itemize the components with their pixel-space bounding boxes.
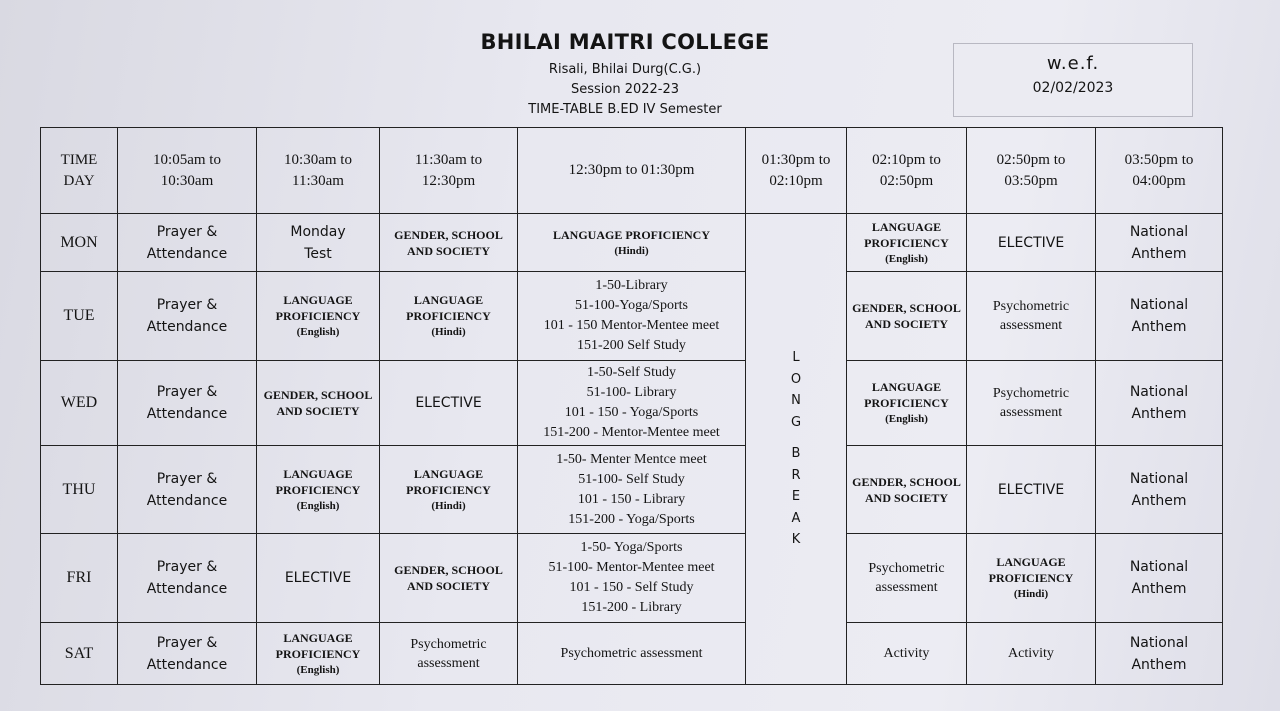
time-slot-line: 10:30am to xyxy=(284,151,352,168)
cell-line: Prayer & xyxy=(156,634,218,651)
long-break-letter: N xyxy=(791,393,801,409)
cell-line: Prayer & xyxy=(156,223,218,240)
corner-time: TIME xyxy=(60,151,98,168)
time-slot-header xyxy=(380,128,518,214)
time-slot-header xyxy=(1096,128,1223,214)
wef-label: w.e.f. xyxy=(1046,53,1100,74)
timetable-cell xyxy=(118,272,257,361)
cell-line: LANGUAGE xyxy=(413,293,484,307)
long-break-letter: B xyxy=(791,446,801,462)
timetable-cell xyxy=(518,361,746,446)
timetable-cell xyxy=(380,272,518,361)
cell-line: 151-200 - Mentor-Mentee meet xyxy=(543,425,720,440)
wef-date: 02/02/2023 xyxy=(1032,80,1114,96)
cell-line: AND SOCIETY xyxy=(276,404,360,418)
cell-line: PROFICIENCY xyxy=(275,646,361,661)
cell-line: assessment xyxy=(999,318,1063,333)
timetable-cell xyxy=(118,623,257,685)
college-address: Risali, Bhilai Durg(C.G.) xyxy=(548,62,702,77)
timetable-cell xyxy=(118,361,257,446)
time-slot-line: 02:10pm to xyxy=(872,151,941,168)
day-label: SAT xyxy=(41,623,118,685)
timetable xyxy=(40,127,1223,685)
timetable-cell xyxy=(1096,534,1223,623)
cell-line: 51-100- Self Study xyxy=(578,471,685,487)
timetable-cell xyxy=(967,446,1096,534)
cell-line: PROFICIENCY xyxy=(406,309,491,323)
cell-line: Anthem xyxy=(1131,245,1187,262)
timetable-cell xyxy=(518,272,746,361)
cell-line: ELECTIVE xyxy=(997,481,1065,498)
cell-line: LANGUAGE PROFICIENCY xyxy=(552,227,710,242)
time-slot-header xyxy=(746,128,847,214)
cell-line: assessment xyxy=(417,655,480,671)
day-row xyxy=(41,361,1223,446)
timetable-cell xyxy=(518,534,746,623)
timetable-cell xyxy=(257,534,380,623)
cell-line: Anthem xyxy=(1131,656,1187,673)
cell-line: AND SOCIETY xyxy=(864,490,948,505)
cell-note: (Hindi) xyxy=(431,326,466,338)
timetable-cell xyxy=(847,361,967,446)
time-slot-line: 11:30am to xyxy=(414,151,483,168)
college-name: BHILAI MAITRI COLLEGE xyxy=(480,30,770,54)
cell-line: LANGUAGE xyxy=(283,293,353,307)
cell-line: LANGUAGE xyxy=(283,630,353,645)
cell-line: Prayer & xyxy=(156,559,218,575)
cell-line: PROFICIENCY xyxy=(275,482,361,497)
timetable-cell xyxy=(518,214,746,272)
cell-line: LANGUAGE xyxy=(413,466,484,481)
cell-line: Activity xyxy=(883,646,930,661)
cell-line: GENDER, SCHOOL xyxy=(394,227,503,242)
time-slot-line: 04:00pm xyxy=(1132,172,1186,189)
time-day-corner xyxy=(41,128,118,214)
cell-line: ELECTIVE xyxy=(415,395,482,411)
timetable-cell xyxy=(257,361,380,446)
cell-line: ELECTIVE xyxy=(284,570,352,586)
timetable-cell xyxy=(1096,214,1223,272)
cell-note: (Hindi) xyxy=(614,244,649,257)
timetable-cell xyxy=(967,272,1096,361)
day-row xyxy=(41,446,1223,534)
cell-line: 51-100- Mentor-Mentee meet xyxy=(548,560,715,575)
time-slot-header xyxy=(967,128,1096,214)
timetable-cell xyxy=(1096,361,1223,446)
cell-line: 51-100-Yoga/Sports xyxy=(575,298,688,313)
cell-line: Attendance xyxy=(146,245,228,262)
cell-line: Psychometric xyxy=(410,636,487,652)
time-slot-line: 01:30pm to xyxy=(761,151,831,168)
cell-line: Anthem xyxy=(1131,406,1187,422)
timetable-cell xyxy=(380,446,518,534)
cell-line: National xyxy=(1129,297,1189,313)
day-label: FRI xyxy=(41,534,118,623)
cell-line: National xyxy=(1129,470,1189,487)
time-slot-header xyxy=(518,128,746,214)
cell-line: Anthem xyxy=(1131,581,1187,597)
cell-line: 101 - 150 - Self Study xyxy=(569,580,694,595)
cell-line: Activity xyxy=(1008,646,1054,661)
timetable-cell xyxy=(257,446,380,534)
cell-line: 151-200 - Yoga/Sports xyxy=(568,511,695,527)
cell-note: (English) xyxy=(296,326,340,338)
timetable-cell xyxy=(967,623,1096,685)
time-slot-line: 02:50pm to xyxy=(996,151,1066,168)
cell-line: Attendance xyxy=(146,656,228,673)
timetable-cell xyxy=(118,214,257,272)
timetable-cell xyxy=(257,214,380,272)
cell-line: Psychometric xyxy=(992,386,1070,401)
timetable-cell xyxy=(1096,446,1223,534)
cell-line: Monday xyxy=(290,223,346,240)
cell-note: (English) xyxy=(296,499,340,512)
day-label: MON xyxy=(41,214,118,272)
corner-day: DAY xyxy=(63,172,95,189)
cell-line: 151-200 Self Study xyxy=(577,338,686,353)
day-row xyxy=(41,534,1223,623)
cell-line: Prayer & xyxy=(156,470,218,487)
cell-line: PROFICIENCY xyxy=(275,309,361,323)
timetable-cell xyxy=(380,534,518,623)
long-break-letter: R xyxy=(791,467,801,483)
cell-line: National xyxy=(1129,384,1189,400)
cell-line: assessment xyxy=(999,405,1063,420)
cell-line: assessment xyxy=(875,580,938,595)
cell-line: 101 - 150 Mentor-Mentee meet xyxy=(543,318,720,333)
timetable-cell xyxy=(967,214,1096,272)
time-slot-line: 12:30pm xyxy=(421,172,476,189)
cell-line: 1-50-Library xyxy=(595,278,668,293)
time-slot-line: 10:30am xyxy=(160,172,214,189)
timetable-cell xyxy=(967,534,1096,623)
long-break-letter: K xyxy=(791,532,801,548)
cell-line: 151-200 - Library xyxy=(581,600,682,615)
timetable-cell xyxy=(518,446,746,534)
timetable-cell xyxy=(257,272,380,361)
cell-line: Attendance xyxy=(146,581,228,597)
time-slot-header xyxy=(847,128,967,214)
timetable-cell xyxy=(380,361,518,446)
day-row xyxy=(41,623,1223,685)
day-label: THU xyxy=(41,446,118,534)
cell-line: Psychometric xyxy=(868,561,945,576)
time-slot-header xyxy=(118,128,257,214)
timetable-cell xyxy=(1096,272,1223,361)
cell-line: LANGUAGE xyxy=(871,219,942,234)
timetable-cell xyxy=(847,534,967,623)
cell-note: (Hindi) xyxy=(1013,588,1049,600)
cell-note: (English) xyxy=(885,413,928,425)
wef-box xyxy=(953,43,1193,117)
header-row xyxy=(41,128,1223,214)
time-slot-line: 11:30am xyxy=(292,172,344,189)
timetable-cell xyxy=(118,534,257,623)
time-slot-line: 10:05am to xyxy=(153,151,221,168)
cell-line: 101 - 150 - Yoga/Sports xyxy=(564,405,699,420)
cell-line: Attendance xyxy=(146,319,228,335)
cell-line: PROFICIENCY xyxy=(406,482,491,497)
cell-line: Attendance xyxy=(146,492,228,509)
cell-line: National xyxy=(1129,223,1189,240)
cell-line: AND SOCIETY xyxy=(406,243,490,258)
timetable-cell xyxy=(1096,623,1223,685)
cell-line: GENDER, SCHOOL xyxy=(263,388,373,402)
timetable-cell xyxy=(847,272,967,361)
cell-line: 101 - 150 - Library xyxy=(577,491,686,507)
cell-line: LANGUAGE xyxy=(871,380,942,394)
cell-note: (English) xyxy=(885,252,928,265)
cell-line: Prayer & xyxy=(156,384,218,400)
time-slot-line: 03:50pm to xyxy=(1124,151,1194,168)
timetable-cell xyxy=(967,361,1096,446)
timetable-cell xyxy=(847,214,967,272)
cell-line: 1-50-Self Study xyxy=(586,365,677,380)
long-break-cell xyxy=(746,214,847,685)
timetable-cell xyxy=(847,623,967,685)
timetable-cell xyxy=(380,623,518,685)
long-break-letter: G xyxy=(790,414,802,430)
long-break-letter: L xyxy=(792,350,800,366)
session-label: Session 2022-23 xyxy=(570,82,680,97)
long-break-letter: A xyxy=(791,510,801,526)
cell-line: 1-50- Menter Mentce meet xyxy=(556,451,707,467)
cell-line: Anthem xyxy=(1131,492,1187,509)
cell-line: 1-50- Yoga/Sports xyxy=(580,540,683,555)
cell-line: Psychometric assessment xyxy=(560,646,703,661)
cell-line: LANGUAGE xyxy=(283,466,353,481)
cell-line: National xyxy=(1129,559,1189,575)
cell-line: AND SOCIETY xyxy=(864,317,948,331)
cell-line: Attendance xyxy=(146,406,228,422)
cell-line: AND SOCIETY xyxy=(406,579,490,593)
cell-line: ELECTIVE xyxy=(997,234,1065,251)
day-row xyxy=(41,272,1223,361)
time-slot-header xyxy=(257,128,380,214)
time-slot-line: 02:10pm xyxy=(769,172,823,189)
cell-line: GENDER, SCHOOL xyxy=(852,474,961,489)
timetable-cell xyxy=(380,214,518,272)
document-header xyxy=(380,30,870,120)
cell-note: (English) xyxy=(296,663,340,676)
long-break-letter xyxy=(748,433,844,443)
timetable-cell xyxy=(518,623,746,685)
cell-line: Anthem xyxy=(1131,319,1187,335)
time-slot-line: 02:50pm xyxy=(879,172,934,189)
timetable-title: TIME-TABLE B.ED IV Semester xyxy=(528,102,722,117)
cell-line: 51-100- Library xyxy=(586,385,677,400)
time-slot-line: 03:50pm xyxy=(1004,172,1058,189)
cell-line: Prayer & xyxy=(156,297,218,313)
cell-line: PROFICIENCY xyxy=(864,396,949,410)
timetable-cell xyxy=(847,446,967,534)
cell-line: Psychometric xyxy=(992,299,1070,314)
cell-line: National xyxy=(1129,634,1189,651)
long-break-letter: E xyxy=(791,489,801,505)
timetable-cell xyxy=(118,446,257,534)
time-slot-line: 12:30pm to 01:30pm xyxy=(568,162,695,178)
timetable-cell xyxy=(257,623,380,685)
cell-line: PROFICIENCY xyxy=(988,571,1074,585)
day-label: TUE xyxy=(41,272,118,361)
day-label: WED xyxy=(41,361,118,446)
cell-note: (Hindi) xyxy=(431,499,466,512)
cell-line: PROFICIENCY xyxy=(864,235,949,250)
cell-line: GENDER, SCHOOL xyxy=(394,563,503,577)
day-row xyxy=(41,214,1223,272)
cell-line: Test xyxy=(304,245,332,262)
cell-line: LANGUAGE xyxy=(996,555,1066,569)
cell-line: GENDER, SCHOOL xyxy=(852,301,961,315)
long-break-letter: O xyxy=(790,371,802,387)
